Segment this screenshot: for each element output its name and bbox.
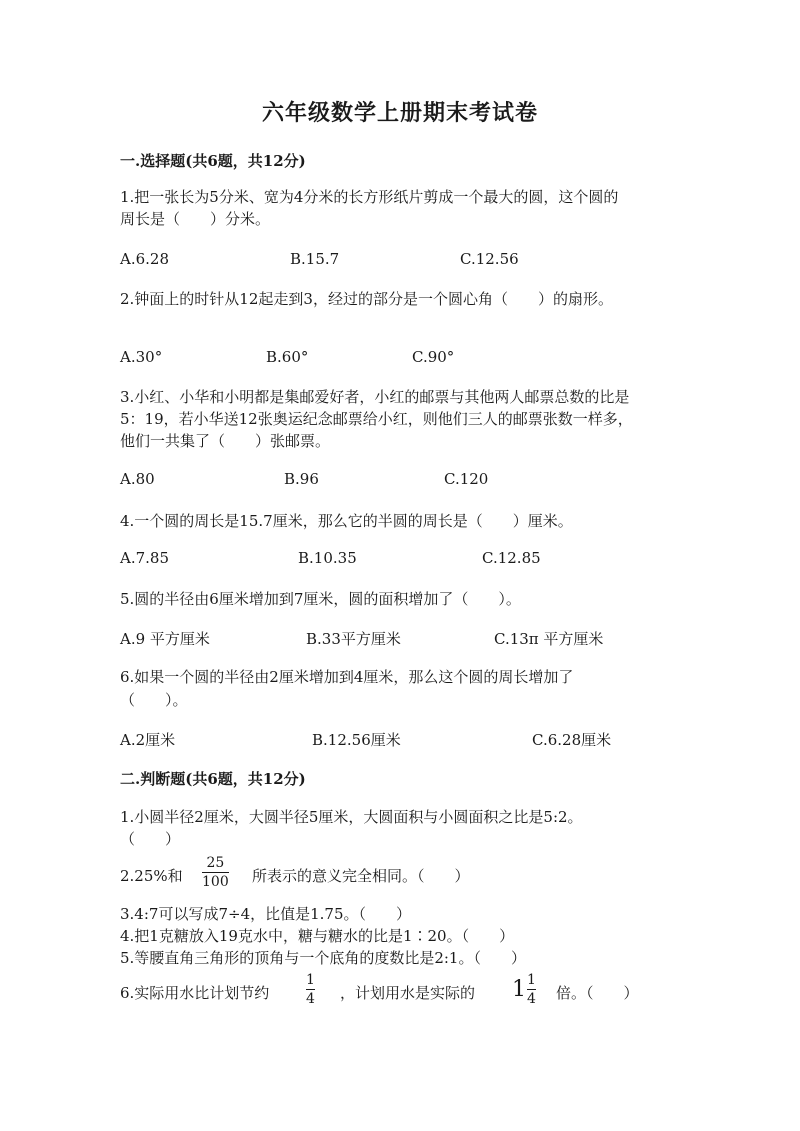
question-text: 4.把1克糖放入19克水中，糖与糖水的比是1∶20。（ ） xyxy=(120,927,515,945)
option-c: C.13π 平方厘米 xyxy=(494,630,604,648)
option-a: A.7.85 xyxy=(120,549,169,567)
question-text: 4.一个圆的周长是15.7厘米，那么它的半圆的周长是（ ）厘米。 xyxy=(120,512,573,530)
fraction-bar xyxy=(527,989,536,990)
question-text: 2.钟面上的时针从12起走到3，经过的部分是一个圆心角（ ）的扇形。 xyxy=(120,290,613,308)
question-text: 5.圆的半径由6厘米增加到7厘米，圆的面积增加了（ ）。 xyxy=(120,590,521,608)
fraction xyxy=(527,972,536,1007)
option-b: B.15.7 xyxy=(290,250,340,268)
option-b: B.33平方厘米 xyxy=(306,630,401,648)
question-text: 3.4:7可以写成7÷4，比值是1.75。（ ） xyxy=(120,905,412,923)
question-text: （ ）。 xyxy=(120,691,188,709)
question-text: 6.如果一个圆的半径由2厘米增加到4厘米，那么这个圆的周长增加了 xyxy=(120,668,574,686)
question-text: 他们一共集了（ ）张邮票。 xyxy=(120,432,331,450)
fraction xyxy=(306,972,315,1007)
question-text: 1.把一张长为5分米、宽为4分米的长方形纸片剪成一个最大的圆，这个圆的 xyxy=(120,188,619,206)
fraction-denominator: 100 xyxy=(202,874,229,890)
question-text: 周长是（ ）分米。 xyxy=(120,210,271,228)
fraction-bar xyxy=(202,872,229,873)
question-text: （ ） xyxy=(120,830,181,848)
fraction-denominator: 4 xyxy=(306,991,315,1007)
option-c: C.90° xyxy=(412,348,455,366)
option-c: C.12.85 xyxy=(482,549,541,567)
mixed-number-whole: 1 xyxy=(512,977,526,1002)
option-a: A.2厘米 xyxy=(120,731,176,749)
fraction-bar xyxy=(306,989,315,990)
page-title: 六年级数学上册期末考试卷 xyxy=(261,100,538,126)
option-b: B.12.56厘米 xyxy=(312,731,401,749)
question-text: 6.实际用水比计划节约 xyxy=(120,984,270,1002)
fraction xyxy=(202,855,229,890)
option-a: A.80 xyxy=(120,470,155,488)
question-text: 1.小圆半径2厘米，大圆半径5厘米，大圆面积与小圆面积之比是5:2。 xyxy=(120,808,583,826)
option-a: A.9 平方厘米 xyxy=(120,630,210,648)
option-b: B.10.35 xyxy=(298,549,357,567)
fraction-numerator: 1 xyxy=(306,972,315,988)
question-text: 5.等腰直角三角形的顶角与一个底角的度数比是2:1。（ ） xyxy=(120,949,526,967)
question-text: 倍。（ ） xyxy=(556,984,639,1002)
option-c: C.120 xyxy=(444,470,489,488)
mixed-number xyxy=(512,972,536,1007)
fraction-denominator: 4 xyxy=(527,991,536,1007)
option-c: C.12.56 xyxy=(460,250,519,268)
option-a: A.6.28 xyxy=(120,250,169,268)
question-text: 2.25%和 xyxy=(120,867,183,885)
question-text: 所表示的意义完全相同。（ ） xyxy=(252,867,470,885)
option-b: B.60° xyxy=(266,348,309,366)
option-a: A.30° xyxy=(120,348,163,366)
fraction-numerator: 1 xyxy=(527,972,536,988)
question-text: 3.小红、小华和小明都是集邮爱好者，小红的邮票与其他两人邮票总数的比是 xyxy=(120,388,630,406)
section-heading-choice: 一.选择题(共6题，共12分) xyxy=(120,152,306,170)
question-text: ，计划用水是实际的 xyxy=(340,984,476,1002)
section-heading-judgment: 二.判断题(共6题，共12分) xyxy=(120,770,306,788)
option-b: B.96 xyxy=(284,470,319,488)
question-text: 5：19，若小华送12张奥运纪念邮票给小红，则他们三人的邮票张数一样多， xyxy=(120,410,633,428)
option-c: C.6.28厘米 xyxy=(532,731,612,749)
fraction-numerator: 25 xyxy=(206,855,225,871)
